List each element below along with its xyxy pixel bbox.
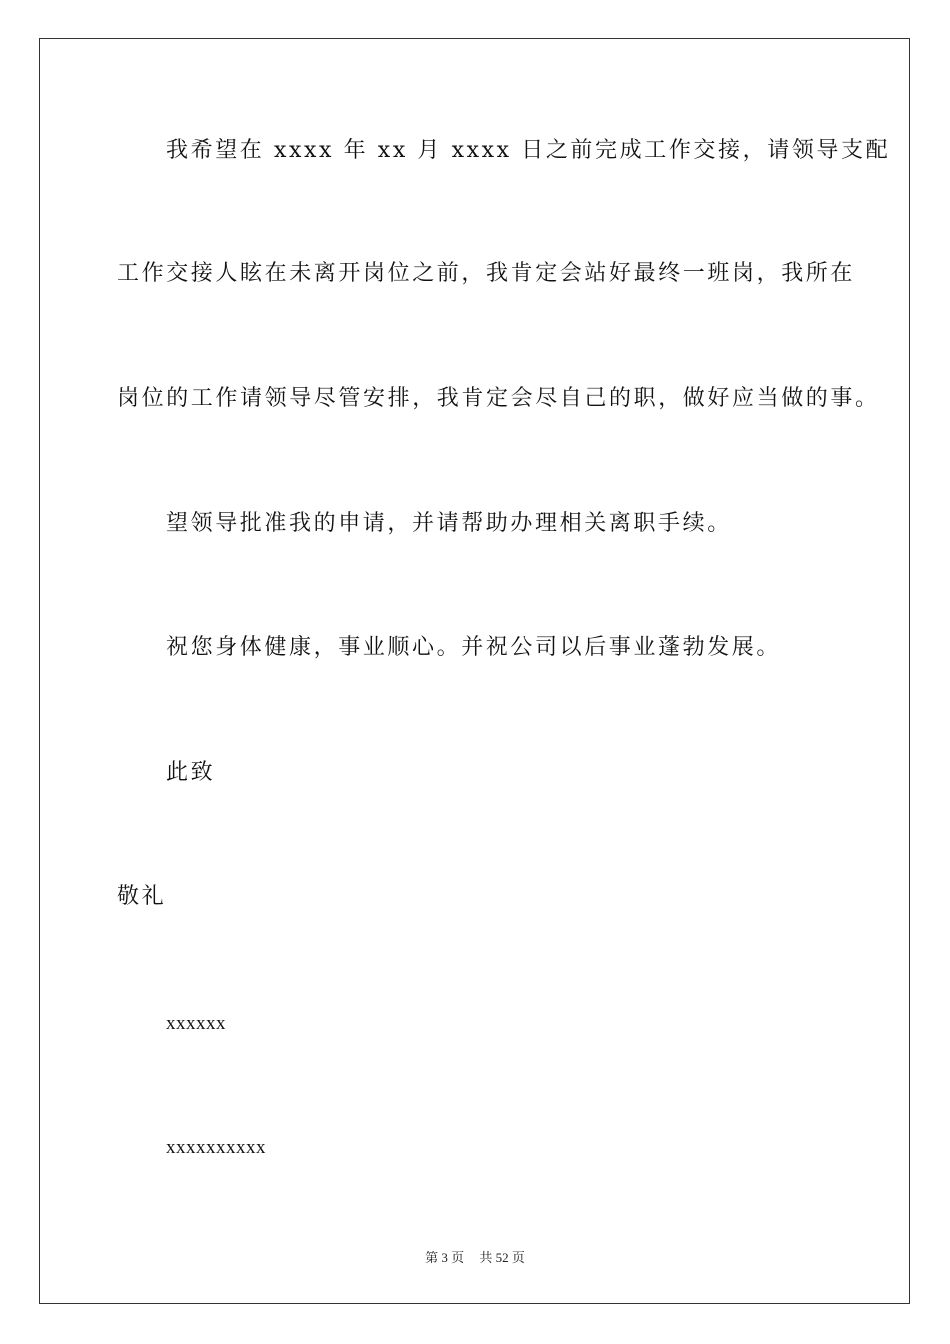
page-total: 共 52 页 [479, 1250, 525, 1265]
paragraph-line-1: 我希望在 xxxx 年 xx 月 xxxx 日之前完成工作交接，请领导支配 [166, 138, 891, 163]
closing-salutation: 此致 [166, 760, 216, 785]
page-border [39, 38, 910, 1304]
page-footer [0, 1247, 950, 1266]
signature-date: xxxxxxxxxx [166, 1137, 266, 1158]
paragraph-line-3: 岗位的工作请领导尽管安排，我肯定会尽自己的职，做好应当做的事。 [117, 386, 880, 411]
paragraph-request: 望领导批准我的申请，并请帮助办理相关离职手续。 [166, 511, 732, 536]
paragraph-line-2: 工作交接人眩在未离开岗位之前，我肯定会站好最终一班岗，我所在 [117, 261, 856, 286]
signature-name: xxxxxx [166, 1013, 226, 1034]
closing-regards: 敬礼 [117, 884, 167, 909]
page-number: 第 3 页 [425, 1250, 465, 1265]
paragraph-wishes: 祝您身体健康，事业顺心。并祝公司以后事业蓬勃发展。 [166, 635, 782, 660]
